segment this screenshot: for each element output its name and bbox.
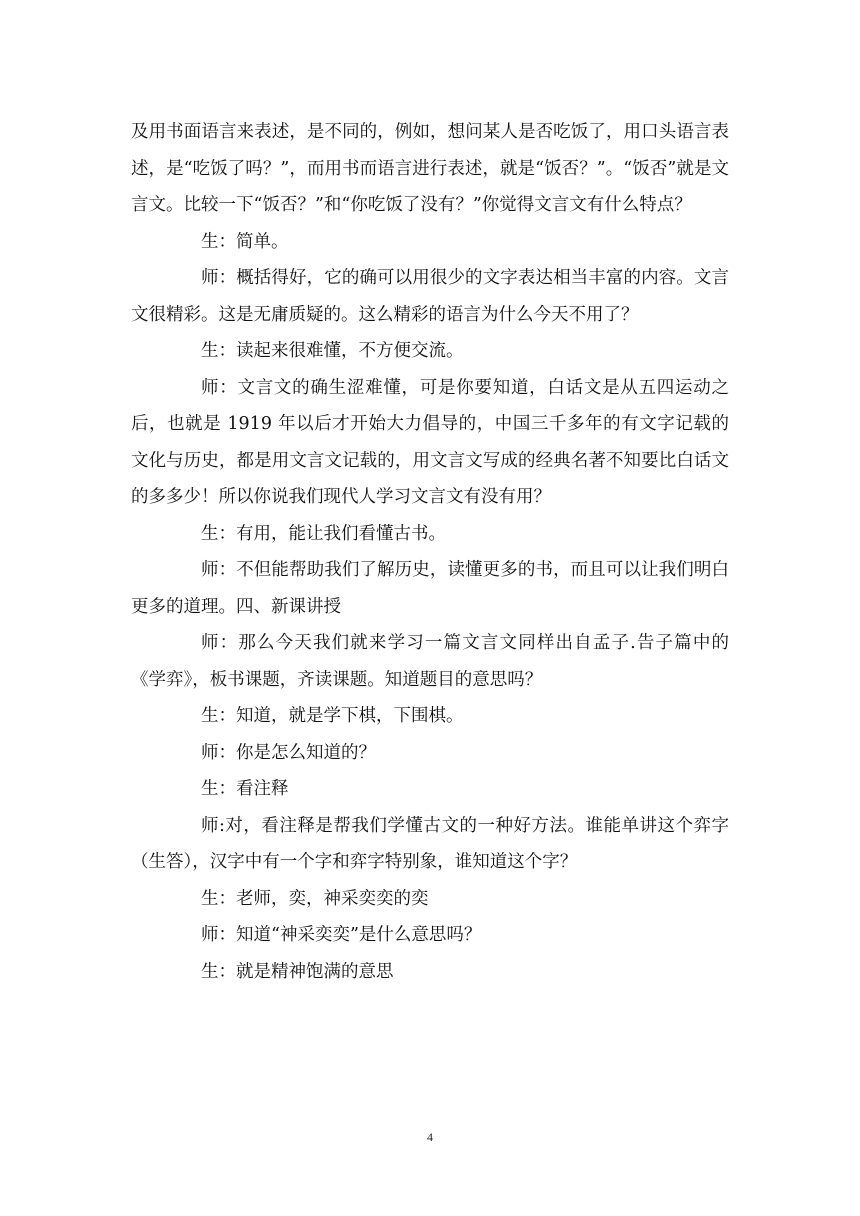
paragraph-2: 生：简单。 bbox=[201, 231, 289, 252]
paragraph-3: 师：概括得好，它的确可以用很少的文字表达相当丰富的内容。文言文很精彩。这是无庸质疑的。这么精彩的语言为什么今天不用了？ bbox=[131, 268, 729, 325]
paragraph-4: 生：读起来很难懂，不方便交流。 bbox=[201, 341, 464, 361]
paragraph-5: 师：文言文的确生涩难懂，可是你要知道，白话文是从五四运动之后，也就是 1919 年以后才开始大力倡导的，中国三千多年的有文字记载的文化与历史，都是用文言文记载的，用文言文写成的经典名著不知要比白话文的多多少！所以你说我们现代人学习文言文有没有用？ bbox=[131, 377, 729, 507]
paragraph-10: 师：你是怎么知道的？ bbox=[201, 742, 376, 763]
page-number: 4 bbox=[427, 1130, 433, 1144]
paragraph-9: 生：知道，就是学下棋，下围棋。 bbox=[201, 706, 464, 726]
paragraph-6: 生：有用，能让我们看懂古书。 bbox=[201, 523, 446, 544]
paragraph-12: 师:对，看注释是帮我们学懂古文的一种好方法。谁能单讲这个弈字（生答），汉字中有一个字和弈字特别象，谁知道这个字？ bbox=[131, 815, 729, 872]
paragraph-8: 师：那么今天我们就来学习一篇文言文同样出自孟子.告子篇中的《学弈》，板书课题，齐读课题。知道题目的意思吗？ bbox=[131, 633, 729, 690]
paragraph-14: 师：知道“神采奕奕”是什么意思吗？ bbox=[201, 925, 482, 945]
paragraph-1: 及用书面语言来表述，是不同的，例如，想问某人是否吃饭了，用口头语言表述，是“吃饭了吗？”，而用书而语言进行表述，就是“饭否？”。“饭否”就是文言文。比较一下“饭否？”和“你吃饭了没有？”你觉得文言文有什么特点？ bbox=[131, 122, 729, 215]
paragraph-13: 生：老师，奕，神采奕奕的奕 bbox=[201, 888, 429, 909]
paragraph-11: 生：看注释 bbox=[201, 779, 289, 799]
paragraph-15: 生：就是精神饱满的意思 bbox=[201, 961, 394, 982]
page-body bbox=[131, 114, 729, 990]
paragraph-7: 师：不但能帮助我们了解历史，读懂更多的书，而且可以让我们明白更多的道理。四、新课讲授 bbox=[131, 560, 729, 617]
